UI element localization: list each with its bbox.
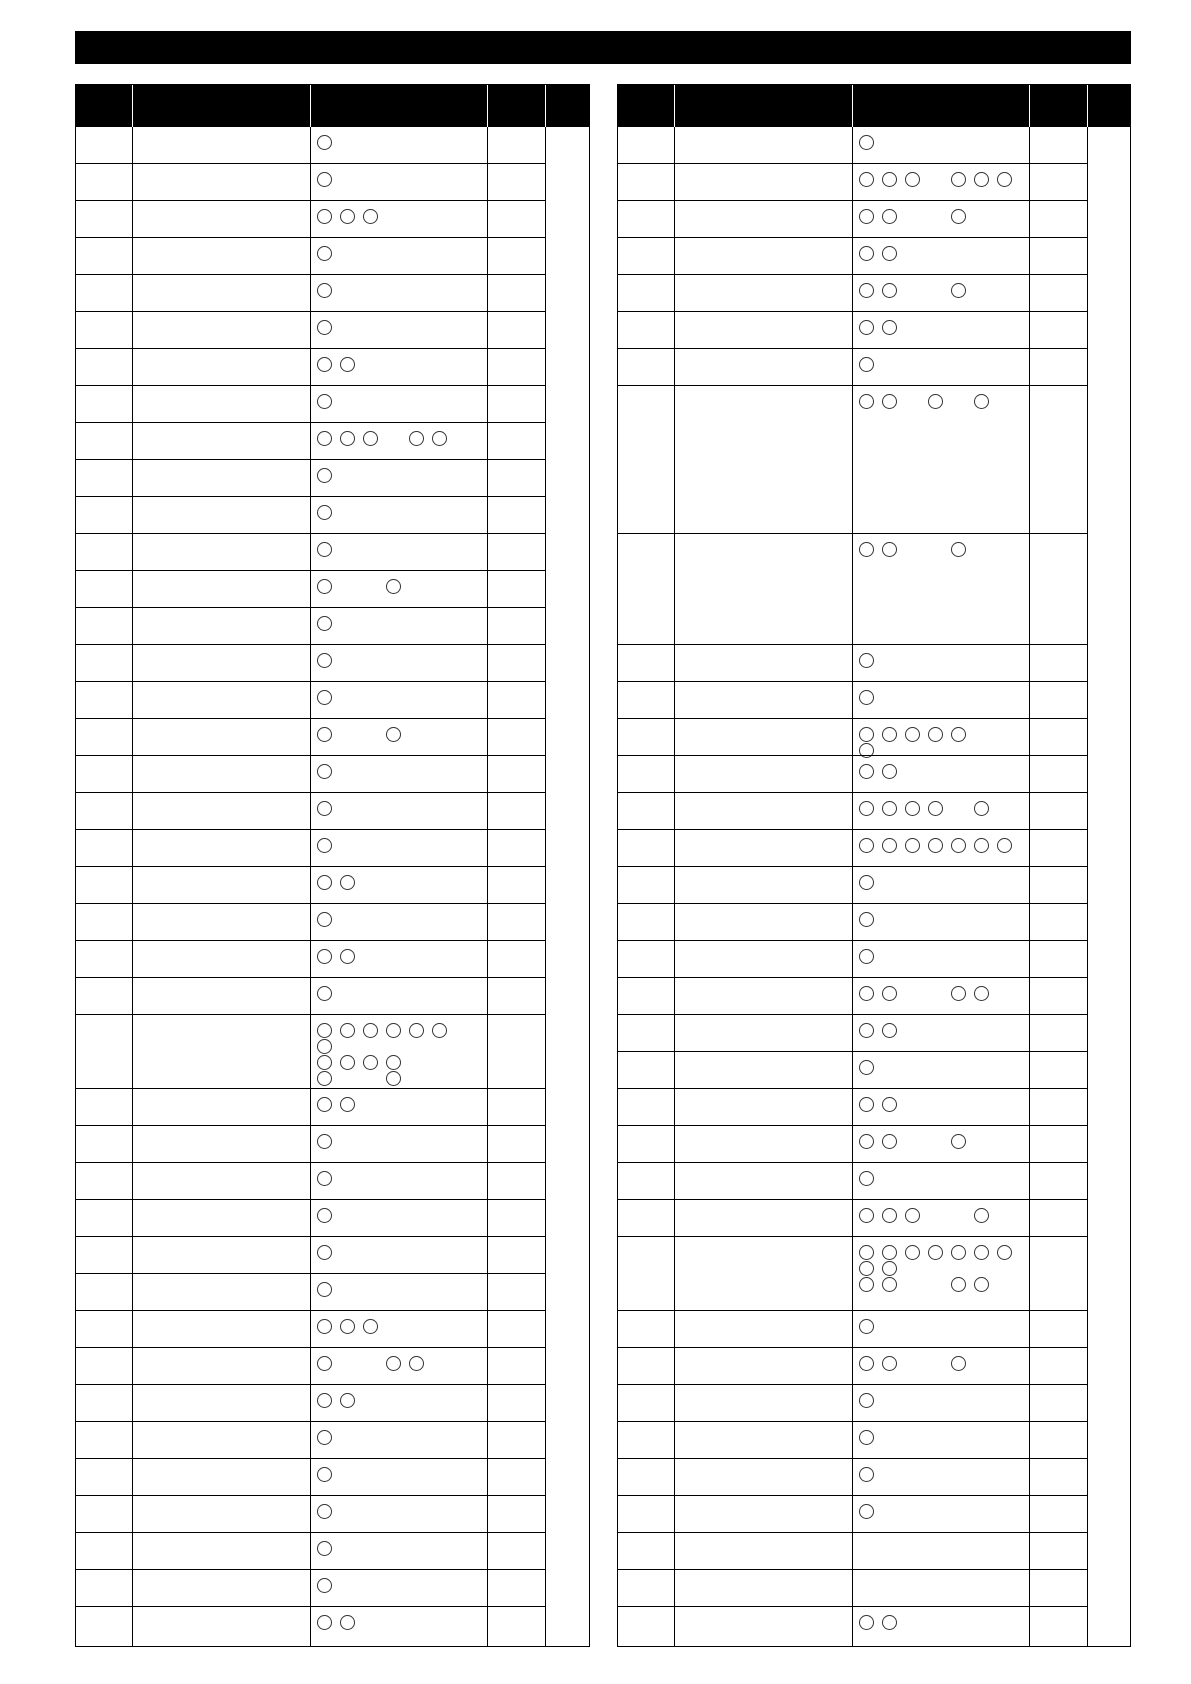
- option-circle-icon[interactable]: [340, 209, 355, 224]
- option-circle-icon[interactable]: [317, 801, 332, 816]
- option-circle-icon[interactable]: [882, 320, 897, 335]
- option-circle-icon[interactable]: [317, 542, 332, 557]
- option-circle-icon[interactable]: [974, 1277, 989, 1292]
- option-circle-icon[interactable]: [859, 1504, 874, 1519]
- table-row: [76, 349, 589, 386]
- table-row: [618, 1570, 1130, 1607]
- option-circle-icon[interactable]: [951, 838, 966, 853]
- option-circle-icon[interactable]: [951, 1134, 966, 1149]
- table-row: [618, 1422, 1130, 1459]
- option-circle-icon[interactable]: [317, 505, 332, 520]
- option-circle-icon[interactable]: [317, 1319, 332, 1334]
- option-circle-icon[interactable]: [882, 1245, 897, 1260]
- option-circle-icon[interactable]: [340, 1615, 355, 1630]
- table-row: [76, 867, 589, 904]
- option-circle-icon[interactable]: [317, 468, 332, 483]
- option-circle-icon[interactable]: [859, 283, 874, 298]
- table-row: [618, 1237, 1130, 1311]
- option-circle-icon[interactable]: [317, 690, 332, 705]
- option-circle-icon[interactable]: [386, 727, 401, 742]
- table-row: [618, 1200, 1130, 1237]
- table-row: [618, 904, 1130, 941]
- option-circle-icon[interactable]: [997, 172, 1012, 187]
- table-row: [618, 1089, 1130, 1126]
- option-circle-icon[interactable]: [882, 727, 897, 742]
- option-circle-icon[interactable]: [386, 1055, 401, 1070]
- option-circle-icon[interactable]: [951, 172, 966, 187]
- option-circle-icon[interactable]: [882, 1615, 897, 1630]
- table-row: [618, 1459, 1130, 1496]
- table-row: [618, 275, 1130, 312]
- option-circle-icon[interactable]: [859, 801, 874, 816]
- option-circle-icon[interactable]: [859, 653, 874, 668]
- table-row: [76, 608, 589, 645]
- option-circle-icon[interactable]: [974, 801, 989, 816]
- header-cell: [546, 85, 589, 127]
- option-circle-icon[interactable]: [928, 801, 943, 816]
- option-circle-icon[interactable]: [905, 172, 920, 187]
- option-circle-icon[interactable]: [363, 209, 378, 224]
- option-circle-icon[interactable]: [974, 172, 989, 187]
- option-circle-icon[interactable]: [859, 1245, 874, 1260]
- option-circle-icon[interactable]: [317, 135, 332, 150]
- option-circle-icon[interactable]: [317, 875, 332, 890]
- option-circle-icon[interactable]: [951, 727, 966, 742]
- option-circle-icon[interactable]: [928, 727, 943, 742]
- option-circle-icon[interactable]: [882, 283, 897, 298]
- title-bar: [75, 31, 1131, 64]
- table-row: [76, 460, 589, 497]
- option-circle-icon[interactable]: [340, 1055, 355, 1070]
- header-cell: [133, 85, 311, 127]
- table-row: [76, 1348, 589, 1385]
- table-row: [76, 1570, 589, 1607]
- option-circle-icon[interactable]: [409, 431, 424, 446]
- option-circle-icon[interactable]: [317, 1134, 332, 1149]
- table-row: [618, 1015, 1130, 1052]
- table-row: [76, 1015, 589, 1089]
- option-circle-icon[interactable]: [409, 1356, 424, 1371]
- table-row: [76, 645, 589, 682]
- right-table-body: [618, 127, 1130, 1646]
- right-table-header: [618, 85, 1130, 127]
- option-circle-icon[interactable]: [317, 764, 332, 779]
- option-circle-icon[interactable]: [317, 579, 332, 594]
- option-circle-icon[interactable]: [409, 1023, 424, 1038]
- option-circle-icon[interactable]: [317, 1356, 332, 1371]
- option-circle-icon[interactable]: [859, 690, 874, 705]
- option-circle-icon[interactable]: [974, 838, 989, 853]
- option-circle-icon[interactable]: [997, 1245, 1012, 1260]
- option-circle-icon[interactable]: [859, 172, 874, 187]
- option-circle-icon[interactable]: [859, 986, 874, 1001]
- option-circle-icon[interactable]: [340, 1097, 355, 1112]
- table-row: [76, 719, 589, 756]
- option-circle-icon[interactable]: [859, 1208, 874, 1223]
- table-row: [76, 497, 589, 534]
- table-row: [76, 682, 589, 719]
- option-circle-icon[interactable]: [882, 209, 897, 224]
- table-row: [618, 312, 1130, 349]
- option-circle-icon[interactable]: [859, 1319, 874, 1334]
- left-table-body: [76, 127, 589, 1646]
- table-row: [618, 682, 1130, 719]
- table-row: [618, 1126, 1130, 1163]
- option-circle-icon[interactable]: [859, 357, 874, 372]
- table-row: [618, 830, 1130, 867]
- option-circle-icon[interactable]: [905, 1208, 920, 1223]
- option-circle-icon[interactable]: [317, 209, 332, 224]
- option-circle-icon[interactable]: [882, 246, 897, 261]
- option-circle-icon[interactable]: [317, 1504, 332, 1519]
- option-circle-icon[interactable]: [974, 986, 989, 1001]
- table-row: [76, 1274, 589, 1311]
- option-circle-icon[interactable]: [859, 394, 874, 409]
- option-circle-icon[interactable]: [317, 912, 332, 927]
- table-row: [618, 793, 1130, 830]
- table-row: [618, 719, 1130, 756]
- table-row: [76, 978, 589, 1015]
- option-circle-icon[interactable]: [882, 1097, 897, 1112]
- table-row: [618, 386, 1130, 534]
- option-circle-icon[interactable]: [905, 727, 920, 742]
- option-circle-icon[interactable]: [340, 357, 355, 372]
- option-circle-icon[interactable]: [859, 1261, 874, 1276]
- table-row: [76, 1459, 589, 1496]
- table-row: [618, 941, 1130, 978]
- option-circle-icon[interactable]: [859, 1023, 874, 1038]
- table-row: [618, 349, 1130, 386]
- option-circle-icon[interactable]: [317, 1282, 332, 1297]
- table-row: [76, 386, 589, 423]
- table-row: [76, 1163, 589, 1200]
- table-row: [76, 1496, 589, 1533]
- table-row: [618, 756, 1130, 793]
- option-circle-icon[interactable]: [859, 764, 874, 779]
- option-circle-icon[interactable]: [951, 1277, 966, 1292]
- header-cell: [1030, 85, 1088, 127]
- table-row: [76, 904, 589, 941]
- option-circle-icon[interactable]: [859, 875, 874, 890]
- option-circle-icon[interactable]: [882, 1023, 897, 1038]
- option-circle-icon[interactable]: [997, 838, 1012, 853]
- header-cell: [76, 85, 133, 127]
- option-circle-icon[interactable]: [882, 394, 897, 409]
- option-circle-icon[interactable]: [859, 727, 874, 742]
- table-row: [76, 127, 589, 164]
- table-row: [618, 1607, 1130, 1644]
- option-circle-icon[interactable]: [340, 875, 355, 890]
- option-circle-icon[interactable]: [882, 542, 897, 557]
- option-circle-icon[interactable]: [905, 838, 920, 853]
- option-circle-icon[interactable]: [317, 653, 332, 668]
- option-circle-icon[interactable]: [386, 1356, 401, 1371]
- table-row: [76, 1385, 589, 1422]
- option-circle-icon[interactable]: [905, 1245, 920, 1260]
- option-circle-icon[interactable]: [859, 135, 874, 150]
- table-row: [76, 275, 589, 312]
- option-circle-icon[interactable]: [317, 283, 332, 298]
- option-circle-icon[interactable]: [317, 727, 332, 742]
- option-circle-icon[interactable]: [951, 1356, 966, 1371]
- option-circle-icon[interactable]: [859, 949, 874, 964]
- option-circle-icon[interactable]: [317, 1171, 332, 1186]
- table-row: [76, 238, 589, 275]
- header-cell: [675, 85, 853, 127]
- option-circle-icon[interactable]: [859, 1134, 874, 1149]
- option-circle-icon[interactable]: [859, 1467, 874, 1482]
- option-circle-icon[interactable]: [882, 801, 897, 816]
- option-circle-icon[interactable]: [432, 1023, 447, 1038]
- option-circle-icon[interactable]: [859, 912, 874, 927]
- header-cell: [853, 85, 1030, 127]
- table-row: [76, 1311, 589, 1348]
- option-circle-icon[interactable]: [882, 1134, 897, 1149]
- option-circle-icon[interactable]: [317, 1430, 332, 1445]
- table-row: [76, 1237, 589, 1274]
- option-circle-icon[interactable]: [386, 579, 401, 594]
- option-circle-icon[interactable]: [928, 1245, 943, 1260]
- option-circle-icon[interactable]: [928, 394, 943, 409]
- right-table: [617, 84, 1131, 1647]
- option-circle-icon[interactable]: [974, 1245, 989, 1260]
- table-row: [76, 1607, 589, 1644]
- table-row: [618, 1533, 1130, 1570]
- option-circle-icon[interactable]: [317, 357, 332, 372]
- option-circle-icon[interactable]: [974, 1208, 989, 1223]
- option-circle-icon[interactable]: [363, 1319, 378, 1334]
- option-circle-icon[interactable]: [317, 986, 332, 1001]
- left-table: [75, 84, 590, 1647]
- table-row: [76, 312, 589, 349]
- option-circle-icon[interactable]: [340, 1319, 355, 1334]
- header-cell: [311, 85, 488, 127]
- option-circle-icon[interactable]: [317, 1615, 332, 1630]
- table-row: [76, 1089, 589, 1126]
- option-circle-icon[interactable]: [317, 949, 332, 964]
- header-cell: [1088, 85, 1130, 127]
- option-circle-icon[interactable]: [317, 1467, 332, 1482]
- option-circle-icon[interactable]: [859, 1430, 874, 1445]
- option-circle-icon[interactable]: [859, 209, 874, 224]
- option-circle-icon[interactable]: [317, 838, 332, 853]
- option-circle-icon[interactable]: [317, 616, 332, 631]
- table-row: [76, 1200, 589, 1237]
- option-circle-icon[interactable]: [363, 431, 378, 446]
- table-row: [618, 1311, 1130, 1348]
- option-circle-icon[interactable]: [859, 1171, 874, 1186]
- table-row: [618, 1385, 1130, 1422]
- option-circle-icon[interactable]: [317, 1039, 332, 1054]
- option-circle-icon[interactable]: [859, 1393, 874, 1408]
- option-circle-icon[interactable]: [859, 542, 874, 557]
- option-circle-icon[interactable]: [317, 431, 332, 446]
- option-circle-icon[interactable]: [882, 1356, 897, 1371]
- header-cell: [618, 85, 675, 127]
- option-circle-icon[interactable]: [882, 764, 897, 779]
- option-circle-icon[interactable]: [340, 1393, 355, 1408]
- option-circle-icon[interactable]: [882, 838, 897, 853]
- option-circle-icon[interactable]: [882, 1208, 897, 1223]
- table-row: [618, 534, 1130, 645]
- option-circle-icon[interactable]: [317, 1393, 332, 1408]
- option-circle-icon[interactable]: [859, 1060, 874, 1075]
- table-row: [76, 793, 589, 830]
- table-row: [618, 164, 1130, 201]
- option-circle-icon[interactable]: [974, 394, 989, 409]
- table-row: [618, 867, 1130, 904]
- table-row: [76, 1126, 589, 1163]
- table-row: [76, 423, 589, 460]
- option-circle-icon[interactable]: [859, 1277, 874, 1292]
- table-row: [76, 534, 589, 571]
- option-circle-icon[interactable]: [317, 1578, 332, 1593]
- option-circle-icon[interactable]: [951, 283, 966, 298]
- option-circle-icon[interactable]: [363, 1055, 378, 1070]
- table-row: [76, 756, 589, 793]
- table-row: [618, 978, 1130, 1015]
- option-circle-icon[interactable]: [386, 1023, 401, 1038]
- option-circle-icon[interactable]: [905, 801, 920, 816]
- option-circle-icon[interactable]: [317, 1023, 332, 1038]
- option-circle-icon[interactable]: [340, 1023, 355, 1038]
- table-row: [76, 201, 589, 238]
- option-circle-icon[interactable]: [859, 1097, 874, 1112]
- option-circle-icon[interactable]: [386, 1071, 401, 1086]
- table-row: [76, 571, 589, 608]
- header-cell: [488, 85, 546, 127]
- option-circle-icon[interactable]: [882, 172, 897, 187]
- option-circle-icon[interactable]: [882, 1277, 897, 1292]
- option-circle-icon[interactable]: [340, 431, 355, 446]
- table-row: [618, 1348, 1130, 1385]
- option-circle-icon[interactable]: [882, 1261, 897, 1276]
- table-row: [76, 830, 589, 867]
- option-circle-icon[interactable]: [951, 1245, 966, 1260]
- table-row: [618, 127, 1130, 164]
- option-circle-icon[interactable]: [951, 986, 966, 1001]
- option-circle-icon[interactable]: [432, 431, 447, 446]
- option-circle-icon[interactable]: [317, 1055, 332, 1070]
- option-circle-icon[interactable]: [882, 986, 897, 1001]
- table-row: [618, 645, 1130, 682]
- option-circle-icon[interactable]: [317, 320, 332, 335]
- option-circle-icon[interactable]: [340, 949, 355, 964]
- option-circle-icon[interactable]: [317, 172, 332, 187]
- table-row: [76, 1422, 589, 1459]
- table-row: [76, 164, 589, 201]
- option-circle-icon[interactable]: [928, 838, 943, 853]
- option-circle-icon[interactable]: [317, 1071, 332, 1086]
- option-circle-icon[interactable]: [859, 1615, 874, 1630]
- table-row: [618, 1052, 1130, 1089]
- option-circle-icon[interactable]: [951, 542, 966, 557]
- table-row: [76, 941, 589, 978]
- option-circle-icon[interactable]: [859, 320, 874, 335]
- left-table-header: [76, 85, 589, 127]
- option-circle-icon[interactable]: [951, 209, 966, 224]
- option-circle-icon[interactable]: [317, 1208, 332, 1223]
- table-row: [618, 238, 1130, 275]
- option-circle-icon[interactable]: [317, 246, 332, 261]
- option-circle-icon[interactable]: [363, 1023, 378, 1038]
- option-circle-icon[interactable]: [317, 1245, 332, 1260]
- option-circle-icon[interactable]: [859, 1356, 874, 1371]
- option-circle-icon[interactable]: [317, 394, 332, 409]
- option-circle-icon[interactable]: [317, 1097, 332, 1112]
- option-circle-icon[interactable]: [859, 838, 874, 853]
- table-row: [618, 1163, 1130, 1200]
- table-row: [76, 1533, 589, 1570]
- option-circle-icon[interactable]: [317, 1541, 332, 1556]
- table-row: [618, 201, 1130, 238]
- option-circle-icon[interactable]: [859, 246, 874, 261]
- table-row: [618, 1496, 1130, 1533]
